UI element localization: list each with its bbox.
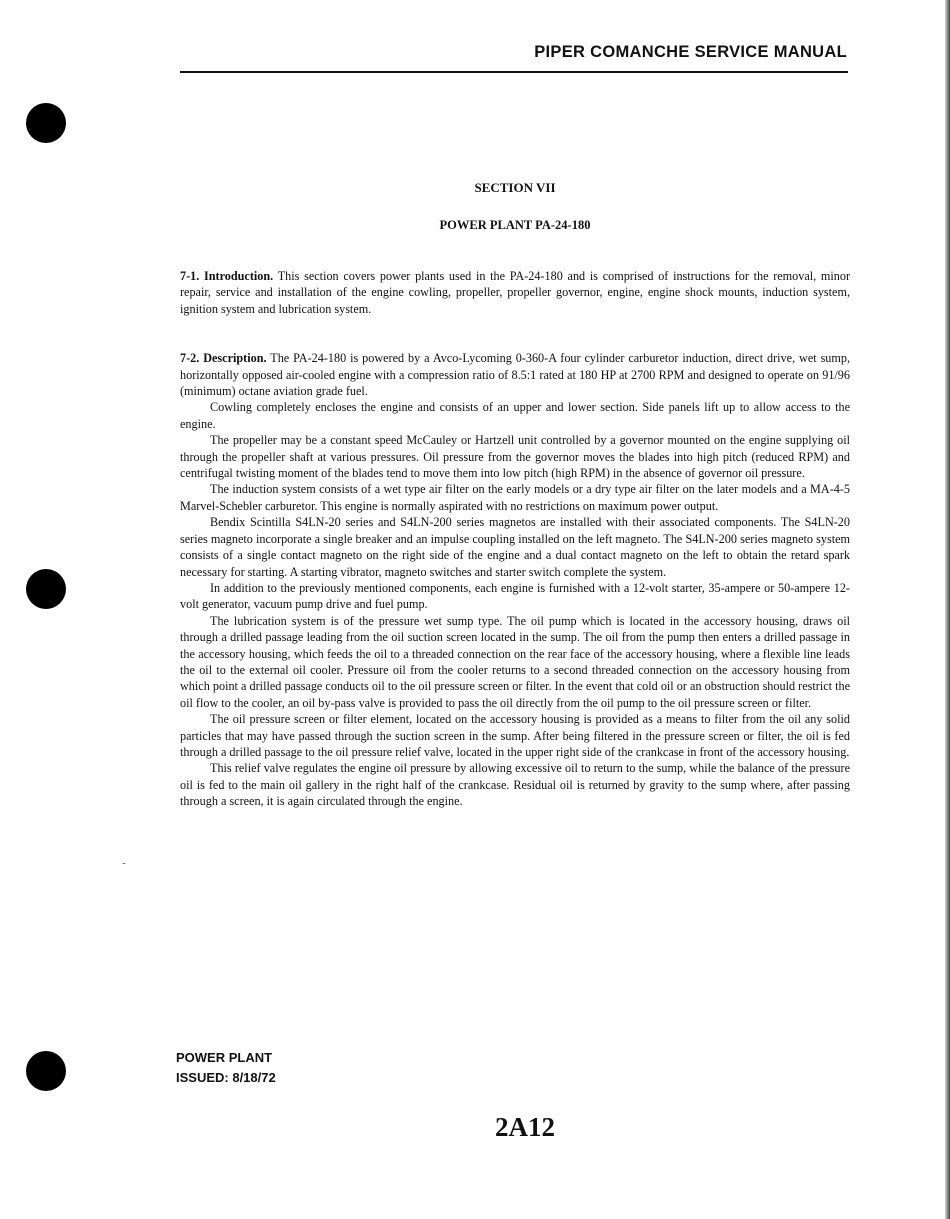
binder-hole-middle [26, 569, 66, 609]
page-number: 2A12 [495, 1112, 555, 1142]
footer-chapter: POWER PLANT [176, 1050, 273, 1065]
binder-hole-top [26, 103, 66, 143]
paragraph-heading: 7-1. Introduction. [180, 269, 274, 283]
manual-title: PIPER COMANCHE SERVICE MANUAL [534, 43, 847, 61]
paragraph-relief-valve: This relief valve regulates the engine oil pressure by allowing excessive oil to return to the sump, while the balance of the pressure oil is fed to the main oil gallery in the right half of the crankcase. Residual oil is returned by gravity to the sump where, after passing through a screen, it is again circulated through the engine. [180, 761, 850, 809]
paragraph-cowling: Cowling completely encloses the engine and consists of an upper and lower section. Side panels lift up to allow access to the engine. [180, 400, 850, 431]
header-rule [180, 71, 848, 73]
paragraph-text: This section covers power plants used in the PA-24-180 and is comprised of instructions for the removal, minor repair, service and installation of the engine cowling, propeller, propeller governor, engine, engine shock mounts, induction system, ignition system and lubrication system. [180, 269, 851, 316]
paragraph-propeller: The propeller may be a constant speed McCauley or Hartzell unit controlled by a governor mounted on the engine supplying oil through the propeller shaft at various pressures. Oil pressure from the governor moves the blades into high pitch (reduced RPM) and centrifugal twisting moment of the blades tend to move them into low pitch (high RPM) in the absence of governor oil pressure. [180, 433, 850, 481]
binder-hole-bottom [26, 1051, 66, 1091]
paragraph-heading: 7-2. Description. [180, 351, 267, 366]
footer-issued-date: ISSUED: 8/18/72 [176, 1070, 276, 1085]
paragraph-magnetos: Bendix Scintilla S4LN-20 series and S4LN-200 series magnetos are installed with their associated components. The S4LN-20 series magneto incorporate a single breaker and an impulse coupling installed on the left magneto. The S4LN-200 series magneto system consists of a single contact magneto on the right side of the engine and a dual contact magneto on the left to obtain the retard spark necessary for starting. A starting vibrator, magneto switches and starter switch complete the system. [180, 515, 850, 579]
paragraph-components: In addition to the previously mentioned components, each engine is furnished with a 12-volt starter, 35-ampere or 50-ampere 12-volt generator, vacuum pump drive and fuel pump. [180, 580, 850, 612]
paragraph-induction: The induction system consists of a wet type air filter on the early models or a dry type air filter on the later models and a MA-4-5 Marvel-Schebler carburetor. This engine is normally aspirated with no restrictions on maximum power output. [180, 482, 850, 513]
paragraph-text: The PA-24-180 is powered by a Avco-Lycoming 0-360-A four cylinder carburetor induction, direct drive, wet sump, horizontally opposed air-cooled engine with a compression ratio of 8.5:1 rated at 180 HP at 2700 RPM and designed to operate on 91/96 (minimum) octane aviation grade fuel. [180, 351, 851, 399]
margin-mark: - [122, 857, 126, 869]
body-text [180, 268, 850, 810]
section-title: POWER PLANT PA-24-180 [439, 218, 591, 232]
paragraph-description [180, 350, 850, 399]
paragraph-oil-filter: The oil pressure screen or filter element, located on the accessory housing is provided as a means to filter from the oil any solid particles that may have passed through the suction screen in the sump. After being filtered in the pressure screen or filter, the oil is fed through a drilled passage to the oil pressure relief valve, located in the upper right side of the crankcase in front of the accessory housing. [180, 712, 850, 759]
section-number: SECTION VII [474, 180, 556, 195]
paragraph-lubrication: The lubrication system is of the pressure wet sump type. The oil pump which is located in the accessory housing, draws oil through a drilled passage leading from the oil suction screen located in the sump. The oil from the pump then enters a drilled passage in the accessory housing, which feeds the oil to a threaded connection on the rear face of the accessory housing, where a flexible line leads the oil to the external oil cooler. Pressure oil from the cooler returns to a second threaded connection on the accessory housing from which point a drilled passage conducts oil to the oil pressure screen or filter. In the event that cold oil or an obstruction should restrict the oil flow to the cooler, an oil by-pass valve is provided to pass the oil directly from the oil pump to the oil pressure screen or filter. [180, 613, 850, 710]
footer-block [176, 1048, 276, 1088]
paragraph-introduction [180, 268, 850, 317]
